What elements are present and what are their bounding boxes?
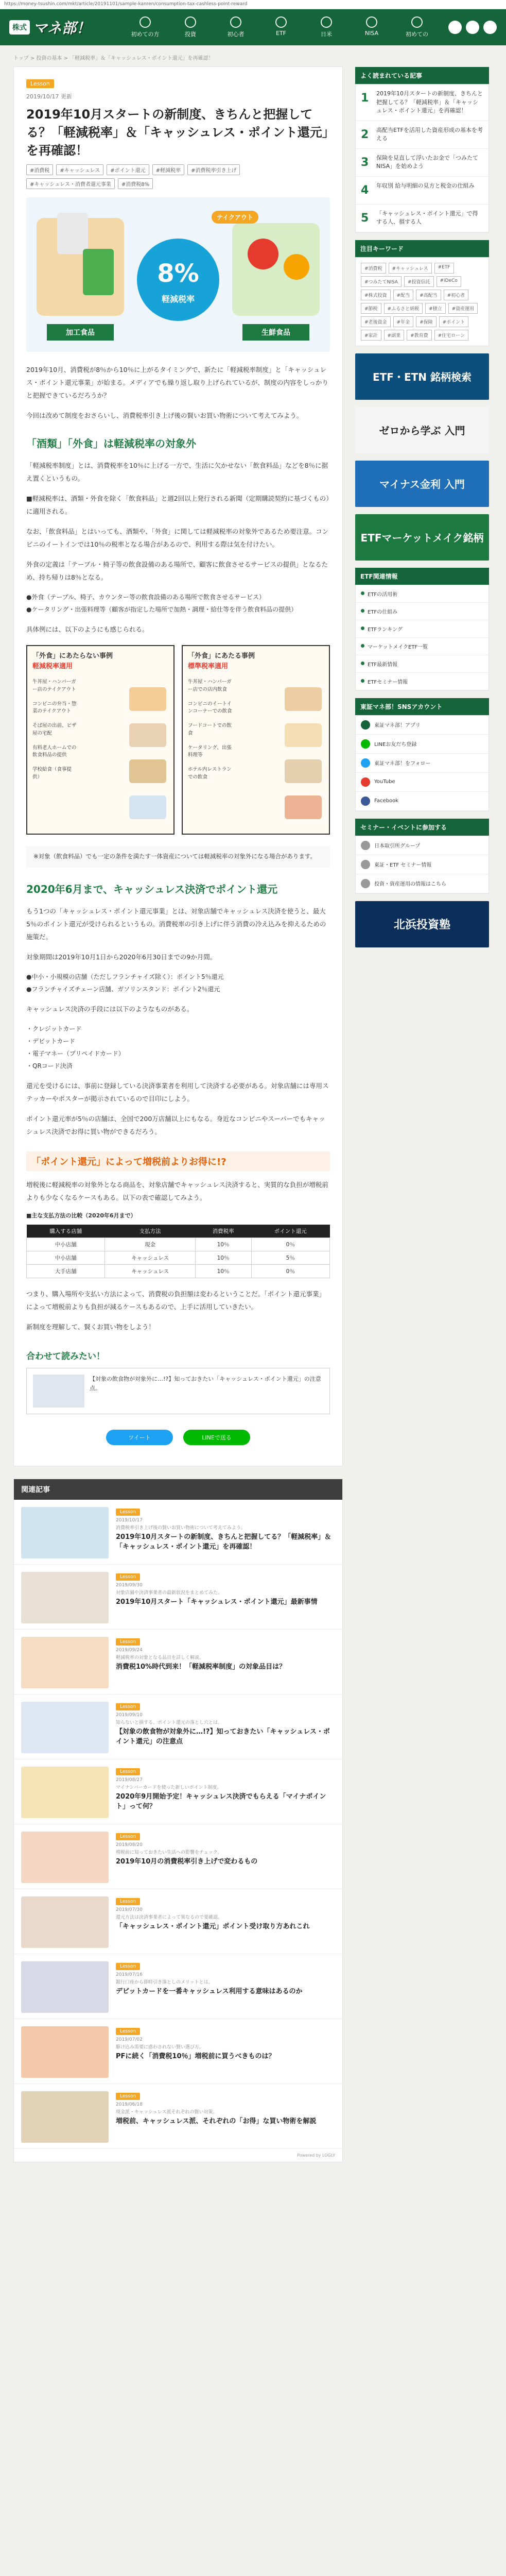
related-category: Lesson	[116, 1509, 140, 1516]
related-article[interactable]	[14, 1824, 342, 1889]
paragraph: なお、「飲食料品」とはいっても、酒類や、「外食」に関しては軽減税率の対象外であるため要注意。コンビニのイートインでは10％の税率となる場合があるので、利用する際は気を付けたい。	[26, 528, 329, 549]
twitter-icon	[361, 758, 370, 768]
sns-item[interactable]: YouTube	[356, 773, 488, 792]
tag[interactable]: #消費税率引き上げ	[187, 164, 240, 175]
keyword-tag[interactable]: #節税	[361, 303, 381, 314]
related-sub: 増税前に知っておきたい生活への影響をチェック。	[116, 1850, 222, 1856]
ranking-list	[355, 84, 489, 233]
keyword-tag[interactable]: #株式投資	[361, 290, 391, 300]
youtube-icon	[361, 777, 370, 787]
read-also-heading: 合わせて読みたい！	[26, 1351, 105, 1362]
keyword-tag[interactable]: #家計	[361, 330, 381, 341]
related-sub: 知らないと損する、ポイント還元の落とし穴とは。	[116, 1720, 223, 1726]
sns-list	[355, 715, 489, 811]
app-icon	[361, 720, 370, 730]
keyword-tag[interactable]: #初心者	[444, 290, 469, 300]
ranking-item[interactable]: 4 年収別 給与明細の見方と税金の仕組み	[356, 177, 488, 205]
nav-icon	[275, 16, 287, 28]
related-sub: 消費税率引き上げ後の賢いお買い物術について考えてみよう。	[116, 1526, 246, 1531]
bullet-icon	[361, 591, 364, 595]
event-heading: セミナー・イベントに参加する	[355, 819, 489, 836]
share-buttons	[26, 1430, 330, 1445]
hero-left-label: 加工食品	[47, 324, 114, 341]
related-title: PFに続く「消費税10％」増税前に買うべきものは？	[116, 2052, 275, 2060]
keyword-heading: 注目キーワード	[355, 240, 489, 257]
related-category: Lesson	[116, 1703, 140, 1710]
table-row: 大手店舗 キャッシュレス 10％ 0％	[27, 1265, 330, 1278]
market-make-banner[interactable]: ETFマーケットメイク銘柄	[355, 514, 489, 561]
nav-icon	[366, 16, 377, 28]
tag[interactable]: #消費税	[26, 164, 53, 175]
related-sub: 軽減税率の対象となる品目を詳しく解説。	[116, 1655, 204, 1661]
dining-comparison-illustration	[26, 645, 330, 835]
keyword-tag[interactable]: #教育費	[407, 330, 432, 341]
etf-link[interactable]: ETFの仕組み	[356, 603, 488, 620]
facebook-icon	[361, 796, 370, 806]
keyword-tag[interactable]: #つみたてNISA	[361, 276, 402, 287]
nav-icon	[321, 16, 332, 28]
line-icon	[361, 739, 370, 749]
related-sub: マイナンバーカードを使った新しいポイント制度。	[116, 1785, 222, 1791]
ranking-heading: よく読まれている記事	[355, 67, 489, 84]
related-date: 2019/07/02	[116, 2037, 143, 2043]
tag[interactable]: #軽減税率	[152, 164, 184, 175]
hero-bubble: テイクアウト	[212, 211, 258, 224]
etf-search-banner[interactable]: ETF・ETN 銘柄検索	[355, 353, 489, 400]
sidebar	[355, 48, 489, 2162]
payment-comparison-table: 購入する店舗 支払方法 消費税率 ポイント還元 中小店舗 現金 10％ 0％ 中小店舗 キャッシュレス 10％ 5％ 大手店舗 キャッシュレス 10％ 0％	[26, 1225, 330, 1278]
related-date: 2019/09/24	[116, 1648, 143, 1653]
paragraph: 増税後に軽減税率の対象外となる商品を、対象店舗でキャッシュレス決済すると、実質的な負担が増税前よりも少なくなるケースもある。以下の表で確認してみよう。	[26, 1181, 328, 1202]
dining-examples: 「外食」にあたる事例 標準税率適用 牛丼屋・ハンバーガー店での店内飲食 コンビニのイートインコーナーでの飲食 フードコートでの飲食 ケータリング、出張料理等 ホテル内レストランでの飲食	[182, 645, 330, 835]
paragraph: もう1つの「キャッシュレス・ポイント還元事業」とは、対象店舗でキャッシュレス決済を使うと、最大5％のポイント還元が受けられるというもの。消費税率の引き上げに伴う消費の冷え込みを抑えるための施策だ。	[26, 907, 326, 941]
related-category: Lesson	[116, 1833, 140, 1840]
bullet-list: ●中小・小規模の店舗（ただしフランチャイズ除く）：ポイント5％還元 ●フランチャイズチェーン店舗、ガソリンスタンド：ポイント2％還元	[26, 973, 224, 993]
keyword-tag[interactable]: #iDeCo	[437, 276, 461, 287]
bullet-icon	[361, 644, 364, 648]
event-item[interactable]: 東証・ETF セミナー情報	[356, 855, 488, 874]
etf-link[interactable]: マーケットメイクETF一覧	[356, 638, 488, 655]
related-article[interactable]	[14, 1759, 342, 1824]
related-date: 2019/08/27	[116, 1777, 143, 1783]
related-article[interactable]	[14, 1889, 342, 1954]
bullet-list: ●外食（テーブル、椅子、カウンター等の飲食設備のある場所で飲食させるサービス） ●ケータリング・出張料理等（顧客が指定した場所で加熱・調理・給仕等を伴う飲食料品の提供）	[26, 594, 298, 614]
etf-link[interactable]: ETFランキング	[356, 620, 488, 638]
nav-item[interactable]: 日米	[304, 16, 349, 38]
related-date: 2019/08/20	[116, 1842, 143, 1848]
ranking-item[interactable]: 3 保険を見直して浮いたお金で「つみたてNISA」を始めよう	[356, 149, 488, 177]
powered-by: Powered by LOGLY	[297, 2153, 335, 2158]
related-date: 2019/10/17	[116, 1518, 143, 1523]
article-title: 2019年10月スタートの新制度、きちんと把握してる？「軽減税率」＆「キャッシュレス・ポイント還元」を再確認！	[26, 107, 328, 158]
ranking-item[interactable]: 5 「キャッシュレス・ポイント還元」で得する人、損する人	[356, 205, 488, 232]
keyword-tag[interactable]: #キャッシュレス	[389, 263, 432, 274]
paragraph: キャッシュレス決済の手段には以下のようなものがある。	[26, 1005, 194, 1013]
related-date: 2019/07/30	[116, 1907, 143, 1913]
nav-icon	[230, 16, 241, 28]
breadcrumb[interactable]: トップ > 投資の基本 > 「軽減税率」＆「キャッシュレス・ポイント還元」を再確認！	[13, 56, 214, 61]
section-heading: 「酒類」「外食」は軽減税率の対象外	[26, 437, 196, 450]
related-heading: 関連記事	[14, 1479, 342, 1500]
tweet-button[interactable]: ツイート	[106, 1430, 173, 1445]
related-article[interactable]	[14, 1694, 342, 1759]
paragraph: 還元を受けるには、事前に登録している決済事業者を利用して決済する必要がある。対象店舗には専用ステッカーやポスターが掲示されているので目印にしよう。	[26, 1082, 329, 1103]
facebook-icon[interactable]	[466, 21, 479, 34]
related-sub: 駆け込み需要に惑わされない賢い選び方。	[116, 2045, 204, 2050]
related-category: Lesson	[116, 1638, 140, 1646]
paragraph: つまり、購入場所や支払い方法によって、消費税の負担額は変わるということだ。「ポイント還元事業」によって増税前よりも負担が減るケースもあるので、上手に活用していきたい。	[26, 1290, 326, 1311]
keyword-tag[interactable]: #投資信託	[404, 276, 434, 287]
nav-icon	[139, 16, 151, 28]
bullet-icon	[361, 679, 364, 683]
related-category: Lesson	[116, 1898, 140, 1905]
keyword-tag[interactable]: #ETF	[434, 263, 454, 274]
seminar-icon	[361, 860, 370, 869]
keyword-tag[interactable]: #消費税	[361, 263, 386, 274]
paragraph: ポイント還元率が5％の店舗は、全国で200万店舗以上にもなる。身近なコンビニやスーパーでもキャッシュレス決済でお得に買い物ができるだろう。	[26, 1115, 325, 1136]
info-icon	[361, 879, 370, 888]
related-category: Lesson	[116, 1768, 140, 1775]
paragraph: 外食の定義は「テーブル・椅子等の飲食設備のある場所で、顧客に飲食させるサービスの提供」となるため、持ち帰りは8％となる。	[26, 561, 328, 582]
nav-item[interactable]: NISA	[349, 16, 394, 38]
ranking-item[interactable]: 2 高配当ETFを活用した資産形成の基本を考える	[356, 121, 488, 149]
related-thumbnail	[21, 1961, 109, 2013]
related-thumbnail	[21, 1832, 109, 1883]
related-title: 2019年10月スタート「キャッシュレス・ポイント還元」最新事情	[116, 1598, 318, 1606]
browser-url-bar[interactable]: https://money-tsushin.com/mkt/article/20191101/sample-kanren/consumption-tax-cashless-point-reward	[0, 0, 506, 9]
related-title: 増税前、キャッシュレス派、それぞれの「お得」な買い物術を解説	[116, 2117, 317, 2125]
related-title: 消費税10%時代到来！「軽減税率制度」の対象品目は？	[116, 1663, 286, 1671]
related-title: 「キャッシュレス・ポイント還元」ポイント受け取り方あれこれ	[116, 1922, 310, 1930]
bullet-icon	[361, 626, 364, 630]
sns-item[interactable]: 東証マネ部！をフォロー	[356, 754, 488, 773]
nav-item[interactable]: 初心者	[213, 16, 258, 38]
keyword-tag[interactable]: #積立	[425, 303, 446, 314]
related-date: 2019/09/10	[116, 1713, 143, 1718]
keyword-list	[355, 257, 489, 346]
event-item[interactable]: 投資・資産運用の情報はこちら	[356, 874, 488, 893]
read-also-card[interactable]: 【対象の飲食物が対象外に…!?】知っておきたい「キャッシュレス・ポイント還元」の注意点。	[26, 1368, 330, 1414]
related-category: Lesson	[116, 1573, 140, 1581]
related-thumbnail	[21, 1767, 109, 1818]
read-also	[26, 1349, 330, 1414]
related-category: Lesson	[116, 2093, 140, 2100]
etf-link-list	[355, 585, 489, 691]
related-thumbnail	[21, 1507, 109, 1558]
keyword-tag[interactable]: #年金	[393, 316, 414, 327]
keyword-tag[interactable]: #副業	[384, 330, 405, 341]
keyword-tag[interactable]: #ふるさと納税	[384, 303, 423, 314]
related-sub: 銀行口座から即時引き落としのメリットとは。	[116, 1980, 213, 1986]
etf-info-heading: ETF関連情報	[355, 568, 489, 585]
related-thumbnail	[21, 1637, 109, 1688]
nav-item[interactable]: 投資	[168, 16, 213, 38]
related-title: 2019年10月の消費税率引き上げで変わるもの	[116, 1857, 258, 1866]
ranking-item[interactable]: 1 2019年10月スタートの新制度、きちんと把握してる？「軽減税率」＆「キャッシュレス・ポイント還元」を再確認！	[356, 84, 488, 121]
keyword-tag[interactable]: #ポイント	[439, 316, 469, 327]
table-row: 中小店舗 キャッシュレス 10％ 5％	[27, 1251, 330, 1265]
table-title: ■主な支払方法の比較（2020年6月まで）	[26, 1212, 136, 1219]
logo-text: マネ部！	[33, 20, 91, 37]
keyword-tag[interactable]: #保険	[416, 316, 437, 327]
etf-link[interactable]: ETFセミナー情報	[356, 673, 488, 690]
article-date: 2019/10/17 更新	[26, 93, 72, 100]
bullet-list: ・クレジットカード ・デビットカード ・電子マネー（プリペイドカード） ・QRコード決済	[26, 1025, 125, 1070]
paragraph: 具体例には、以下のようにも感じられる。	[26, 625, 149, 634]
jpx-icon	[361, 841, 370, 850]
related-title: 2019年10月スタートの新制度、きちんと把握してる？「軽減税率」＆「キャッシュレス・ポイント還元」を再確認！	[116, 1533, 331, 1551]
keyword-tag[interactable]: #配当	[393, 290, 414, 300]
nav-icon	[185, 16, 196, 28]
section-heading: 2020年6月まで、キャッシュレス決済でポイント還元	[26, 883, 278, 896]
event-item[interactable]: 日本取引所グループ	[356, 836, 488, 855]
paragraph: 新制度を理解して、賢くお買い物をしよう！	[26, 1323, 155, 1331]
keyword-tag[interactable]: #高配当	[416, 290, 441, 300]
related-thumbnail	[21, 2026, 109, 2078]
related-date: 2019/07/16	[116, 1972, 143, 1978]
twitter-icon[interactable]	[448, 21, 462, 34]
hero-right-label: 生鮮食品	[242, 324, 309, 341]
sns-heading: 東証マネ部！SNSアカウント	[355, 698, 489, 715]
sns-item[interactable]: 東証マネ部！アプリ	[356, 716, 488, 735]
line-icon[interactable]	[483, 21, 497, 34]
related-article[interactable]	[14, 1500, 342, 1565]
related-article[interactable]	[14, 2084, 342, 2149]
related-title: デビットカードを一番キャッシュレス利用する意味はあるのか	[116, 1987, 303, 1995]
site-logo[interactable]	[9, 13, 112, 41]
tag-list	[26, 164, 330, 189]
related-date: 2019/06/18	[116, 2102, 143, 2108]
tag[interactable]: #キャッシュレス	[56, 164, 103, 175]
header-sns-icons	[448, 21, 497, 34]
article	[13, 66, 343, 1466]
related-article[interactable]	[14, 2019, 342, 2084]
paragraph: 「軽減税率制度」とは、消費税率を10％に上げる一方で、生活に欠かせない「飲食料品」などを8％に据え置くというもの。	[26, 462, 328, 483]
related-thumbnail	[21, 1702, 109, 1753]
non-dining-examples: 「外食」にあたらない事例 軽減税率適用 牛丼屋・ハンバーガー店のテイクアウト コンビニの弁当・惣菜のテイクアウト そば屋の出前、ピザ屋の宅配 有料老人ホームでの飲食料品の提供 学校給食（食事提供）	[26, 645, 175, 835]
keyword-tag[interactable]: #住宅ローン	[434, 330, 468, 341]
sns-item[interactable]: Facebook	[356, 792, 488, 811]
etf-link[interactable]: ETF最新情報	[356, 655, 488, 673]
related-sub: 対象店舗や決済事業者の最新状況をまとめてみた。	[116, 1590, 223, 1596]
nav-item[interactable]: ETF	[258, 16, 304, 38]
related-thumbnail	[21, 1572, 109, 1623]
tag[interactable]: #ポイント還元	[107, 164, 149, 175]
keyword-tag[interactable]: #資産運用	[448, 303, 478, 314]
related-sub: 還元方法は決済事業者によって異なるので要確認。	[116, 1915, 223, 1921]
related-category: Lesson	[116, 2028, 140, 2035]
event-list	[355, 836, 489, 894]
read-also-thumbnail	[33, 1375, 84, 1408]
related-category: Lesson	[116, 1963, 140, 1970]
nav-item[interactable]: 初めての方	[123, 16, 168, 38]
related-thumbnail	[21, 2091, 109, 2143]
bullet-icon	[361, 662, 364, 665]
kitahama-banner[interactable]: 北浜投資塾	[355, 901, 489, 947]
related-sub: 現金派・キャッシュレス派それぞれの賢い対策。	[116, 2110, 218, 2115]
tag[interactable]: #消費税8%	[118, 178, 153, 189]
paragraph: 2019年10月、消費税が8％から10％に上がるタイミングで、新たに「軽減税率制度」と「キャッシュレス・ポイント還元事業」が始まる。メディアでも繰り返し取り上げられているが、制度の内容をしっかりと把握できているだろうか？	[26, 366, 328, 400]
global-nav	[123, 16, 440, 38]
related-article[interactable]	[14, 1565, 342, 1630]
table-row: 中小店舗 現金 10％ 0％	[27, 1238, 330, 1251]
bullet-icon	[361, 609, 364, 613]
related-title: 【対象の飲食物が対象外に…!?】知っておきたい「キャッシュレス・ポイント還元」の注意点	[116, 1727, 330, 1746]
interest-banner[interactable]: マイナス金利 入門	[355, 461, 489, 507]
paragraph: 対象期間は2019年10月1日から2020年6月30日までの9か月間。	[26, 953, 217, 961]
category-badge[interactable]: Lesson	[26, 79, 54, 88]
etf-link[interactable]: ETFの活用術	[356, 585, 488, 603]
related-date: 2019/09/30	[116, 1583, 143, 1588]
tag[interactable]: #キャッシュレス・消費者還元事業	[26, 178, 115, 189]
hero-illustration	[26, 197, 330, 352]
logo-badge: 株式	[9, 20, 30, 35]
related-thumbnail	[21, 1896, 109, 1948]
note-box: ※対象（飲食料品）でも一定の条件を満たす一体資産については軽減税率の対象外になる場合があります。	[26, 846, 330, 868]
sub-heading: 「ポイント還元」によって増税前よりお得に!?	[26, 1151, 330, 1171]
related-article[interactable]	[14, 1954, 342, 2019]
site-header	[0, 9, 506, 45]
related-articles	[13, 1479, 343, 2162]
hero-center-label: 軽減税率	[161, 294, 195, 304]
nav-icon	[411, 16, 423, 28]
paragraph: 今回は改めて制度をおさらいし、消費税率引き上げ後の賢いお買い物術について考えてみよう。	[26, 412, 303, 420]
keyword-tag[interactable]: #老後資金	[361, 316, 391, 327]
related-title: 2020年9月開始予定！キャッシュレス決済でもらえる「マイナポイント」って何？	[116, 1792, 326, 1811]
line-share-button[interactable]: LINEで送る	[183, 1430, 250, 1445]
hero-percent: 8%	[157, 259, 199, 289]
related-article[interactable]	[14, 1630, 342, 1694]
main-column	[13, 48, 343, 2162]
sns-item[interactable]: LINEお友だち登録	[356, 735, 488, 754]
beginner-banner[interactable]: ゼロから学ぶ 入門	[355, 407, 489, 453]
nav-item[interactable]: 初めての	[394, 16, 440, 38]
paragraph: ■軽減税率は、酒類・外食を除く「飲食料品」と週2回以上発行される新聞（定期購読契約に基づくもの）に適用される。	[26, 495, 329, 516]
